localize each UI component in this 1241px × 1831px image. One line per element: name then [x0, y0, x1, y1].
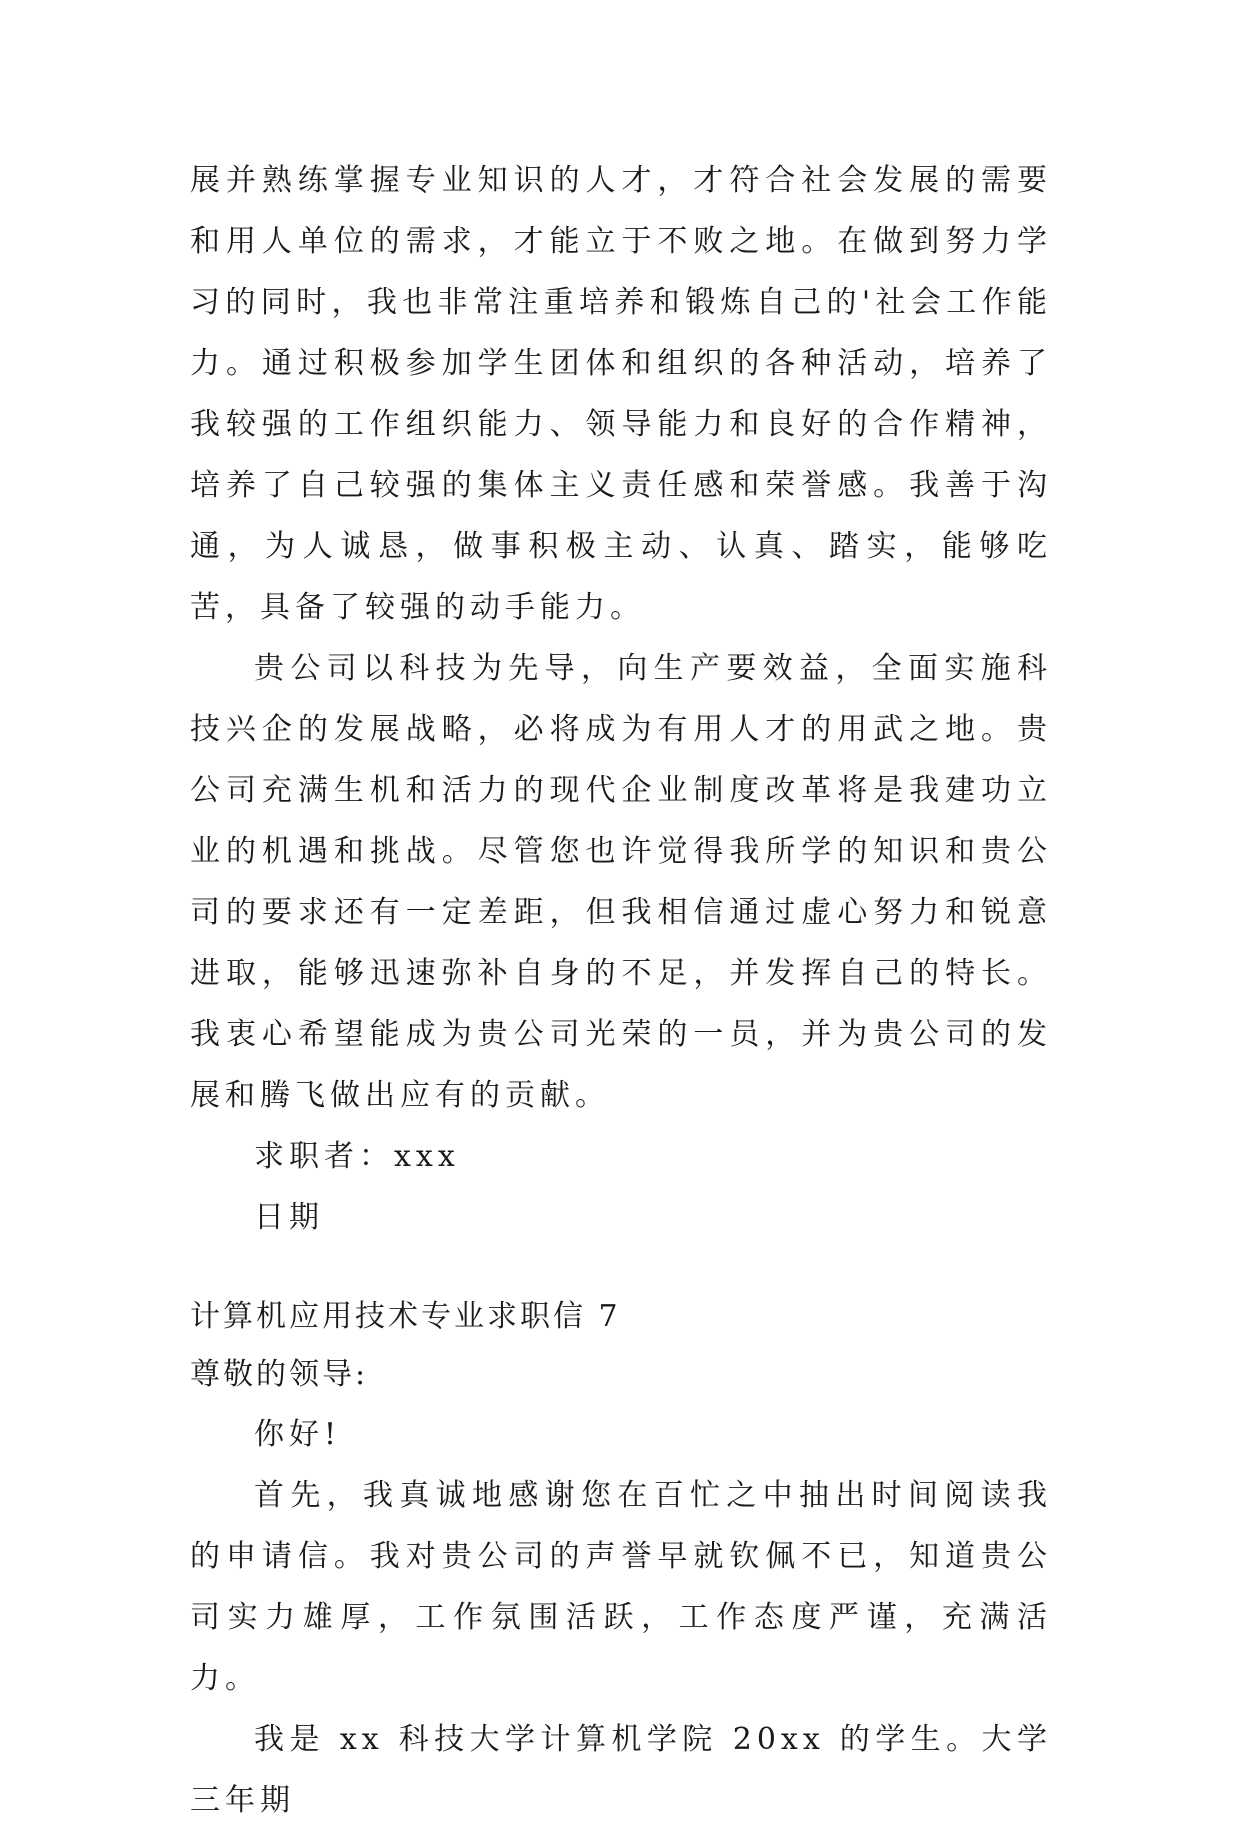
- body-paragraph: 首先，我真诚地感谢您在百忙之中抽出时间阅读我的申请信。我对贵公司的声誉早就钦佩不已，知道贵公司实力雄厚，工作氛围活跃，工作态度严谨，充满活力。: [190, 1478, 1052, 1696]
- body-paragraph: 展并熟练掌握专业知识的人才，才符合社会发展的需要和用人单位的需求，才能立于不败之地。在做到努力学习的同时，我也非常注重培养和锻炼自己的'社会工作能力。通过积极参加学生团体和组织的各种活动，培养了我较强的工作组织能力、领导能力和良好的合作精神，培养了自己较强的集体主义责任感和荣誉感。我善于沟通，为人诚恳，做事积极主动、认真、踏实，能够吃苦，具备了较强的动手能力。: [190, 163, 1052, 625]
- section-title: 计算机应用技术专业求职信 7: [190, 1299, 621, 1334]
- signature-line: 求职者：xxx: [254, 1139, 460, 1174]
- section-spacer: [190, 1248, 1052, 1288]
- document-page: [190, 150, 1052, 1831]
- salutation: 尊敬的领导:: [190, 1357, 369, 1392]
- greeting: 你好!: [254, 1417, 342, 1452]
- body-paragraph: 贵公司以科技为先导，向生产要效益，全面实施科技兴企的发展战略，必将成为有用人才的用武之地。贵公司充满生机和活力的现代企业制度改革将是我建功立业的机遇和挑战。尽管您也许觉得我所学的知识和贵公司的要求还有一定差距，但我相信通过虚心努力和锐意进取，能够迅速弥补自身的不足，并发挥自己的特长。我衷心希望能成为贵公司光荣的一员，并为贵公司的发展和腾飞做出应有的贡献。: [190, 651, 1052, 1113]
- date-line: 日期: [254, 1200, 324, 1235]
- body-paragraph: 我是 xx 科技大学计算机学院 20xx 的学生。大学三年期: [190, 1722, 1052, 1818]
